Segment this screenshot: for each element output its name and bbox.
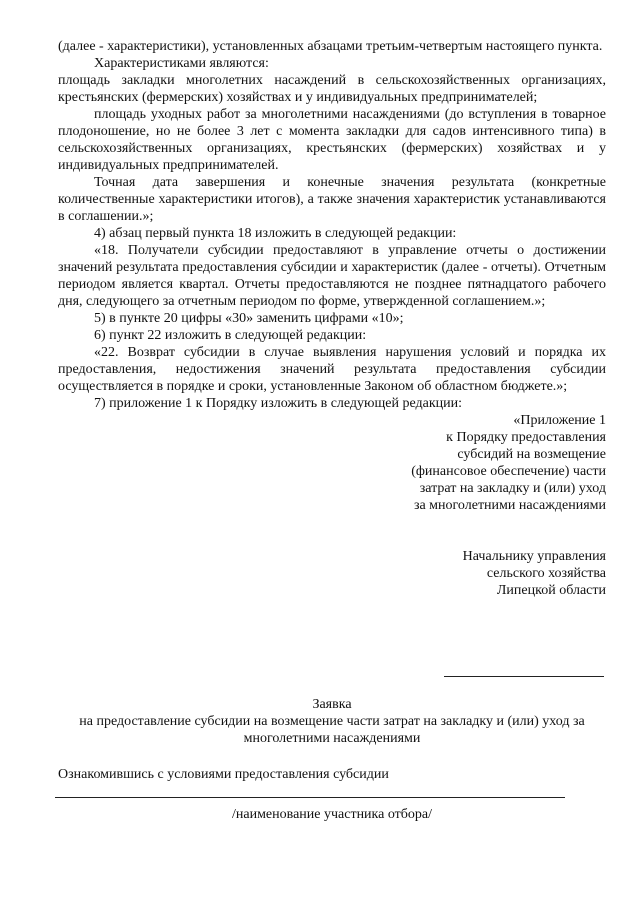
body-paragraph: 4) абзац первый пункта 18 изложить в следующей редакции:: [94, 226, 457, 241]
addressee-block: [58, 548, 606, 599]
body-paragraph: Характеристиками являются:: [94, 56, 269, 71]
addressee-line: Липецкой области: [496, 583, 606, 598]
body-paragraph: «22. Возврат субсидии в случае выявления нарушения условий и порядка их предоставления, недостижения значений результата предоставления субсидии осуществляется в порядке и сроки, установленные Законом об областном бюджете.»;: [58, 345, 606, 394]
body-paragraph: (далее - характеристики), установленных абзацами третьим-четвертым настоящего пункта.: [58, 39, 603, 54]
body-text: [58, 38, 606, 412]
appendix-line: (финансовое обеспечение) части: [411, 464, 606, 479]
appendix-line: затрат на закладку и (или) уход: [419, 481, 606, 496]
signature-line: [444, 676, 604, 677]
appendix-line: за многолетними насаждениями: [413, 498, 606, 513]
body-paragraph: 6) пункт 22 изложить в следующей редакции:: [94, 328, 367, 343]
application-title-block: [58, 696, 606, 747]
appendix-line: субсидий на возмещение: [457, 447, 606, 462]
body-paragraph: 5) в пункте 20 цифры «30» заменить цифрами «10»;: [94, 311, 404, 326]
acquaint-text: Ознакомившись с условиями предоставления субсидии: [58, 767, 389, 782]
participant-caption: /наименование участника отбора/: [231, 807, 433, 822]
addressee-line: сельского хозяйства: [486, 566, 606, 581]
addressee-line: Начальнику управления: [462, 549, 606, 564]
appendix-line: «Приложение 1: [513, 413, 606, 428]
appendix-header: [58, 412, 606, 514]
document-page: [58, 38, 606, 599]
body-paragraph: площадь закладки многолетних насаждений в сельскохозяйственных организациях, крестьянских (фермерских) хозяйствах и у индивидуальных предпринимателей;: [58, 73, 606, 105]
appendix-line: к Порядку предоставления: [446, 430, 606, 445]
application-title: Заявка: [312, 697, 352, 712]
body-paragraph: 7) приложение 1 к Порядку изложить в следующей редакции:: [94, 396, 463, 411]
application-subtitle: на предоставление субсидии на возмещение части затрат на закладку и (или) уход за: [79, 714, 585, 729]
body-paragraph: Точная дата завершения и конечные значения результата (конкретные количественные характеристики итогов), а также значения характеристик устанавливаются в соглашении.»;: [58, 175, 606, 224]
body-paragraph: площадь уходных работ за многолетними насаждениями (до вступления в товарное плодоношение, но не более 3 лет с момента закладки для садов интенсивного типа) в сельскохозяйственных организациях, крестьянских (фермерских) хозяйствах и у индивидуальных предпринимателей.: [58, 107, 606, 173]
participant-fill-line: [55, 797, 565, 798]
application-subtitle: многолетними насаждениями: [243, 731, 421, 746]
body-paragraph: «18. Получатели субсидии предоставляют в управление отчеты о достижении значений результата предоставления субсидии и характеристик (далее - отчеты). Отчетным периодом является квартал. Отчеты предоставляются не позднее пятнадцатого рабочего дня, следующего за отчетным периодом по форме, утвержденной соглашением.»;: [58, 243, 606, 309]
